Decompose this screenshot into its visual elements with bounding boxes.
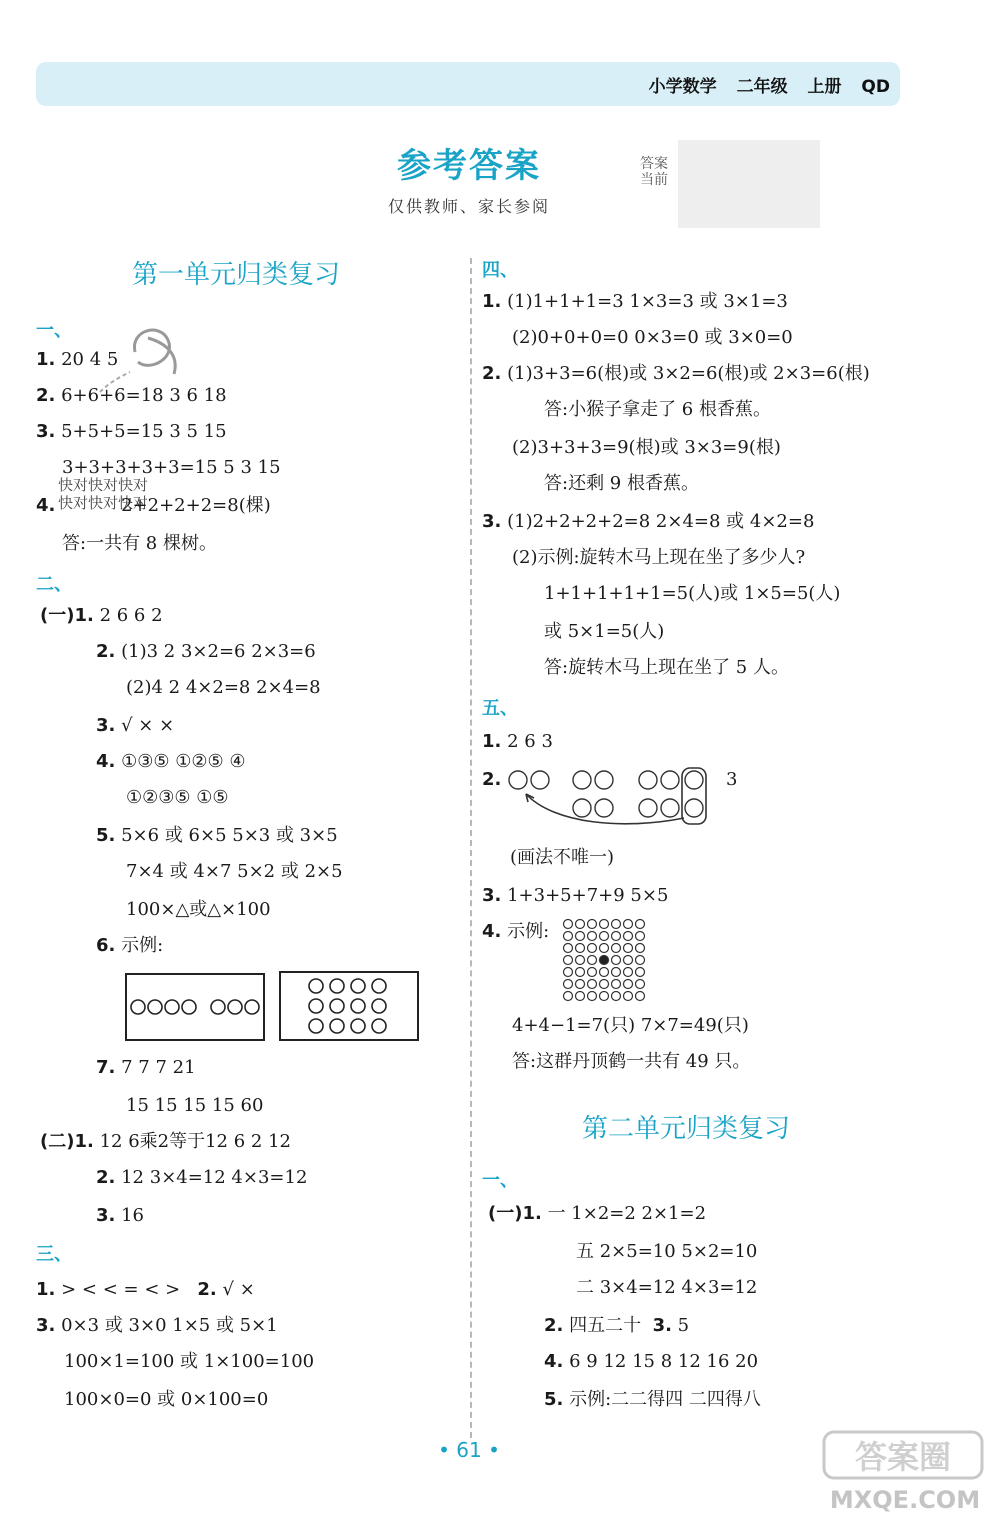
answer-line: 7×4 或 4×7 5×2 或 2×5 [126,861,343,882]
grid-dot [600,968,609,977]
answer-line: 2. 四五二十 3. 5 [544,1315,690,1336]
watermark-text: MXQE.COM [829,1486,981,1514]
answer-note: (画法不唯一) [510,847,615,868]
answer-line: 4. 6 9 12 15 8 12 16 20 [544,1351,759,1372]
part-heading-3: 三、 [36,1244,72,1265]
answer-line: (2)示例:旋转木马上现在坐了多少人? [512,547,806,568]
grid-dot [564,980,573,989]
grid-dot [636,992,645,1001]
grid-dot [600,920,609,929]
grid-dot [576,992,585,1001]
column-divider [470,258,472,1438]
grid-dot [588,980,597,989]
qr-label: 答案当前 [640,156,668,188]
answer-line: 2. (1)3 2 3×2=6 2×3=6 [96,641,316,662]
answer-line: (2)3+3+3=9(根)或 3×3=9(根) [512,437,781,458]
answer-line: 2. 6+6+6=18 3 6 18 [36,385,227,406]
answer-line: 3. 1+3+5+7+9 5×5 [482,885,669,906]
grid-dot [600,932,609,941]
watermark-logo-text: 答案圈 [854,1438,952,1476]
answer-line: 3. 16 [96,1205,145,1226]
answer-line: 3+3+3+3+3=15 5 3 15 [62,457,281,478]
header-edition: QD [861,77,890,97]
grid-dot [624,956,633,965]
grid-dot [624,920,633,929]
grid-dot [612,992,621,1001]
answer-line: (2)4 2 4×2=8 2×4=8 [126,677,321,698]
answer-line: 答:这群丹顶鹤一共有 49 只。 [512,1051,751,1072]
answer-line: (一)1. 2 6 6 2 [40,605,163,626]
answer-line: (2)0+0+0=0 0×3=0 或 3×0=0 [512,327,793,348]
grid-dot [636,956,645,965]
answer-line: 3. (1)2+2+2+2=8 2×4=8 或 4×2=8 [482,511,815,532]
grid-dot [564,944,573,953]
answer-line: 2. [482,769,502,790]
answer-line: 2. (1)3+3=6(根)或 3×2=6(根)或 2×3=6(根) [482,363,870,384]
flower-grouping-figure [504,764,714,828]
answer-line: 7. 7 7 7 21 [96,1057,196,1078]
stray-watermark-text: 快对快对快对 [58,476,149,494]
grid-dot [588,932,597,941]
answer-line: ①②③⑤ ①⑤ [126,787,229,808]
answer-line: 答:小猴子拿走了 6 根香蕉。 [544,399,771,420]
answer-line: 3. √ × × [96,715,175,736]
grid-dot [624,968,633,977]
grid-dot [564,920,573,929]
header-meta [649,72,890,97]
part-heading-5: 五、 [482,698,518,719]
crane-dot-grid-figure [562,918,648,1004]
header-subject: 小学数学 [648,77,717,97]
answer-line: 1. 20 4 5 [36,349,119,370]
grid-dot [636,968,645,977]
grid-dot [624,980,633,989]
grid-dot [612,968,621,977]
answer-line: 五 2×5=10 5×2=10 [576,1241,758,1262]
answer-line: 4. 2+2+2+2=8(棵) [36,495,271,516]
stray-watermark-text: 快对快对快对 [58,494,149,512]
grid-dot [612,920,621,929]
answer-line: 答:还剩 9 根香蕉。 [544,473,699,494]
page-number: • 61 • [438,1438,500,1462]
answer-line: (二)1. 12 6乘2等于12 6 2 12 [40,1131,291,1152]
grid-dot [636,944,645,953]
grid-dot [588,968,597,977]
grid-dot [564,992,573,1001]
grid-dot [600,944,609,953]
answer-line: 3. 0×3 或 3×0 1×5 或 5×1 [36,1315,278,1336]
answer-line: 答:旋转木马上现在坐了 5 人。 [544,657,789,678]
answer-line: 1. 2 6 3 [482,731,553,752]
section-title-unit-1: 第一单元归类复习 [132,260,341,290]
answer-line: 3. 5+5+5=15 3 5 15 [36,421,227,442]
answer-line: 5. 示例:二二得四 二四得八 [544,1389,761,1410]
grid-dot [576,956,585,965]
header-volume: 上册 [807,77,842,97]
grid-dot [588,992,597,1001]
answer-line: 1. (1)1+1+1=3 1×3=3 或 3×1=3 [482,291,788,312]
header-grade: 二年级 [736,77,788,97]
grid-dot [588,944,597,953]
part-heading-4: 四、 [482,260,518,281]
grid-dot [612,980,621,989]
part-heading-6: 一、 [482,1170,518,1191]
answer-line: 4. ①③⑤ ①②⑤ ④ [96,751,246,772]
answer-line: 1+1+1+1+1=5(人)或 1×5=5(人) [544,583,841,604]
grid-dot [576,944,585,953]
answer-line: 或 5×1=5(人) [544,621,665,642]
answer-line: 4. 示例: [482,921,550,942]
answer-line: 2. 12 3×4=12 4×3=12 [96,1167,308,1188]
grid-dot [636,920,645,929]
grid-dot [600,992,609,1001]
answer-line: 二 3×4=12 4×3=12 [576,1277,758,1298]
grid-dot [576,920,585,929]
answer-line: 5. 5×6 或 6×5 5×3 或 3×5 [96,825,338,846]
page-title: 参考答案 [397,146,541,186]
grid-dot [576,968,585,977]
grid-dot [588,920,597,929]
grid-dot [612,956,621,965]
grid-dot [600,956,609,965]
answer-line: 6. 示例: [96,935,164,956]
page-subtitle: 仅供教师、家长参阅 [387,197,550,216]
answer-line: 100×1=100 或 1×100=100 [64,1351,315,1372]
grid-dot [600,980,609,989]
grid-dot [564,956,573,965]
section-title-unit-2: 第二单元归类复习 [582,1114,791,1144]
grid-dot [564,932,573,941]
grid-dot [612,932,621,941]
answer-line: 1. > < < = < > 2. √ × [36,1279,255,1300]
grid-dot [624,992,633,1001]
grid-dot [576,932,585,941]
grid-dot [624,944,633,953]
grid-dot [588,956,597,965]
grid-dot [612,944,621,953]
answer-line: 答:一共有 8 棵树。 [62,533,217,554]
answer-line: (一)1. 一 1×2=2 2×1=2 [488,1203,707,1224]
answer-line: 100×△或△×100 [126,899,271,920]
part-heading-1: 一、 [36,320,72,341]
answer-line: 100×0=0 或 0×100=0 [64,1389,269,1410]
watermark-logo-icon [820,1428,990,1518]
qr-code-placeholder[interactable] [678,140,820,228]
grid-dot [564,968,573,977]
grid-dot [636,980,645,989]
part-heading-2: 二、 [36,574,72,595]
answer-line: 4+4−1=7(只) 7×7=49(只) [512,1015,749,1036]
grid-dot [576,980,585,989]
answer-line: 3 [726,769,738,790]
grid-dot [636,932,645,941]
grid-dot [624,932,633,941]
answer-line: 15 15 15 15 60 [126,1095,264,1116]
circle-arrangement-figure [124,970,424,1044]
